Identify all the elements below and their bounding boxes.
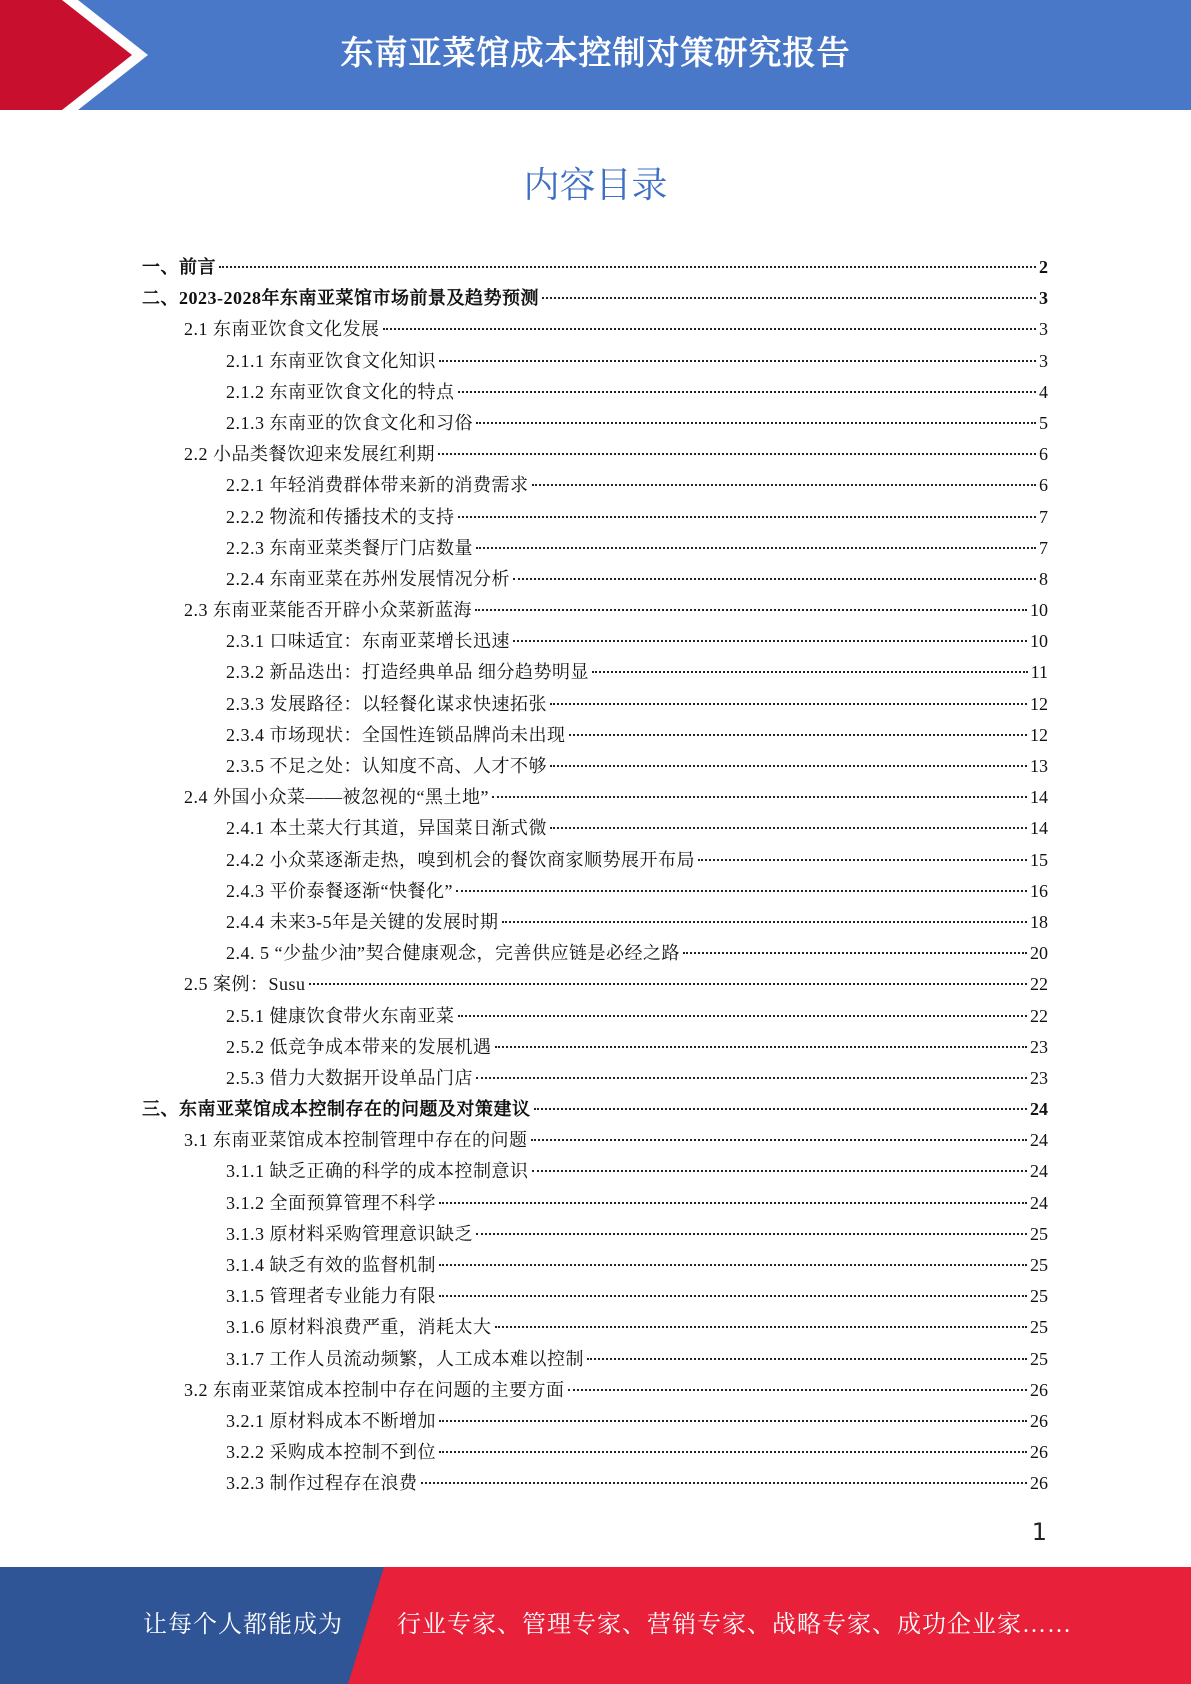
toc-entry[interactable] <box>142 1219 1048 1250</box>
toc-entry[interactable] <box>142 876 1048 907</box>
toc-entry-page: 26 <box>1030 1442 1048 1463</box>
toc-entry-title: 2.3.3 发展路径：以轻餐化谋求快速拓张 <box>226 693 547 714</box>
toc-entry-title: 2.1 东南亚饮食文化发展 <box>184 319 380 340</box>
toc-entry[interactable] <box>142 1468 1048 1499</box>
toc-dot-leader <box>421 1482 1028 1484</box>
page-number: 1 <box>1031 1518 1047 1546</box>
toc-dot-leader <box>532 1170 1028 1172</box>
toc-entry-page: 11 <box>1030 662 1048 683</box>
footer-slogan-right: 行业专家、管理专家、营销专家、战略专家、成功企业家…… <box>397 1612 1072 1638</box>
toc-entry-title: 3.2 东南亚菜馆成本控制中存在问题的主要方面 <box>184 1379 565 1400</box>
toc-entry-page: 18 <box>1030 911 1048 932</box>
toc-dot-leader <box>698 859 1027 861</box>
toc-entry[interactable] <box>142 1001 1048 1032</box>
toc-entry[interactable] <box>142 595 1048 626</box>
toc-entry-page: 25 <box>1030 1223 1048 1244</box>
toc-entry-title: 2.4.2 小众菜逐渐走热，嗅到机会的餐饮商家顺势展开布局 <box>226 849 695 870</box>
toc-entry[interactable] <box>142 938 1048 969</box>
toc-entry-page: 22 <box>1030 974 1048 995</box>
toc-entry-page: 24 <box>1030 1192 1048 1213</box>
table-of-contents <box>142 252 1048 1500</box>
toc-entry-title: 二、2023-2028年东南亚菜馆市场前景及趋势预测 <box>142 288 539 309</box>
toc-entry-title: 2.3.1 口味适宜：东南亚菜增长迅速 <box>226 631 510 652</box>
toc-entry-page: 3 <box>1039 319 1048 340</box>
toc-dot-leader <box>439 1420 1027 1422</box>
toc-entry[interactable] <box>142 377 1048 408</box>
toc-entry[interactable] <box>142 657 1048 688</box>
toc-entry[interactable] <box>142 1032 1048 1063</box>
toc-entry-page: 3 <box>1039 350 1048 371</box>
toc-entry-page: 25 <box>1030 1286 1048 1307</box>
toc-entry[interactable] <box>142 689 1048 720</box>
toc-dot-leader <box>476 422 1036 424</box>
toc-dot-leader <box>476 1077 1027 1079</box>
toc-dot-leader <box>438 453 1036 455</box>
toc-dot-leader <box>542 297 1036 299</box>
toc-dot-leader <box>568 1389 1028 1391</box>
toc-entry-page: 10 <box>1030 600 1048 621</box>
toc-entry-title: 一、前言 <box>142 257 216 277</box>
toc-entry-page: 3 <box>1039 288 1048 309</box>
toc-entry-title: 2.4 外国小众菜——被忽视的“黑土地” <box>184 787 489 808</box>
toc-dot-leader <box>309 983 1027 985</box>
toc-entry-page: 24 <box>1030 1161 1048 1182</box>
toc-entry-page: 23 <box>1030 1036 1048 1057</box>
toc-entry[interactable] <box>142 1344 1048 1375</box>
toc-entry-page: 26 <box>1030 1473 1048 1494</box>
toc-entry[interactable] <box>142 782 1048 813</box>
toc-entry[interactable] <box>142 1125 1048 1156</box>
toc-entry-title: 3.1 东南亚菜馆成本控制管理中存在的问题 <box>184 1130 528 1151</box>
toc-dot-leader <box>534 1108 1028 1110</box>
toc-entry[interactable] <box>142 1406 1048 1437</box>
toc-entry-title: 2.3.5 不足之处：认知度不高、人才不够 <box>226 756 547 776</box>
toc-entry[interactable] <box>142 314 1048 345</box>
toc-dot-leader <box>219 266 1036 268</box>
toc-entry-title: 2.5.3 借力大数据开设单品门店 <box>226 1067 473 1088</box>
toc-entry[interactable] <box>142 969 1048 1000</box>
toc-entry[interactable] <box>142 1375 1048 1406</box>
toc-entry-page: 13 <box>1030 756 1048 776</box>
toc-entry[interactable] <box>142 533 1048 564</box>
toc-entry-title: 2.4.4 未来3-5年是关键的发展时期 <box>226 911 499 932</box>
toc-entry[interactable] <box>142 252 1048 283</box>
toc-entry[interactable] <box>142 626 1048 657</box>
toc-entry-page: 12 <box>1030 693 1048 714</box>
toc-entry-page: 15 <box>1030 849 1048 870</box>
toc-entry-title: 2.5.2 低竞争成本带来的发展机遇 <box>226 1036 492 1057</box>
toc-entry[interactable] <box>142 1156 1048 1187</box>
toc-entry-title: 2.4.1 本土菜大行其道，异国菜日渐式微 <box>226 818 547 839</box>
toc-entry-title: 2.3 东南亚菜能否开辟小众菜新蓝海 <box>184 600 472 621</box>
footer-slogan-left: 让每个人都能成为 <box>143 1612 343 1638</box>
toc-dot-leader <box>550 765 1027 767</box>
toc-entry[interactable] <box>142 1094 1048 1125</box>
toc-entry-page: 7 <box>1039 537 1048 558</box>
toc-entry-title: 3.1.7 工作人员流动频繁，人工成本难以控制 <box>226 1348 584 1369</box>
toc-dot-leader <box>475 609 1027 611</box>
toc-entry-page: 6 <box>1039 475 1048 496</box>
toc-dot-leader <box>383 328 1037 330</box>
toc-entry[interactable] <box>142 1312 1048 1343</box>
toc-entry-title: 2.3.4 市场现状：全国性连锁品牌尚未出现 <box>226 724 566 745</box>
report-title: 东南亚菜馆成本控制对策研究报告 <box>340 33 851 72</box>
toc-entry-page: 26 <box>1030 1379 1048 1400</box>
toc-entry-page: 25 <box>1030 1255 1048 1275</box>
toc-entry-title: 3.1.4 缺乏有效的监督机制 <box>226 1255 436 1275</box>
toc-entry-title: 3.1.1 缺乏正确的科学的成本控制意识 <box>226 1161 529 1182</box>
toc-entry-page: 8 <box>1039 568 1048 589</box>
toc-entry-title: 3.1.3 原材料采购管理意识缺乏 <box>226 1223 473 1244</box>
toc-entry-title: 3.2.3 制作过程存在浪费 <box>226 1473 418 1494</box>
toc-dot-leader <box>683 952 1027 954</box>
toc-entry[interactable] <box>142 1250 1048 1281</box>
toc-entry-title: 2.5 案例：Susu <box>184 974 306 995</box>
toc-dot-leader <box>513 640 1027 642</box>
footer-banner <box>0 1567 1191 1684</box>
toc-entry-page: 25 <box>1030 1317 1048 1338</box>
toc-entry-title: 2.2 小品类餐饮迎来发展红利期 <box>184 444 435 465</box>
toc-entry[interactable] <box>142 408 1048 439</box>
toc-entry[interactable] <box>142 813 1048 844</box>
toc-entry-page: 22 <box>1030 1005 1048 1026</box>
toc-entry-page: 26 <box>1030 1410 1048 1431</box>
toc-dot-leader <box>439 1202 1027 1204</box>
toc-dot-leader <box>439 1451 1027 1453</box>
toc-dot-leader <box>439 1295 1027 1297</box>
toc-entry-page: 24 <box>1030 1130 1048 1151</box>
toc-dot-leader <box>439 360 1036 362</box>
toc-entry-page: 14 <box>1030 818 1048 839</box>
toc-entry[interactable] <box>142 470 1048 501</box>
toc-entry-page: 10 <box>1030 631 1048 652</box>
toc-entry[interactable] <box>142 439 1048 470</box>
toc-entry[interactable] <box>142 845 1048 876</box>
toc-dot-leader <box>587 1358 1027 1360</box>
toc-entry[interactable] <box>142 907 1048 938</box>
toc-dot-leader <box>495 1046 1028 1048</box>
toc-entry-page: 2 <box>1039 257 1048 277</box>
toc-entry-page: 14 <box>1030 787 1048 808</box>
toc-dot-leader <box>458 516 1037 518</box>
toc-dot-leader <box>531 1139 1028 1141</box>
toc-entry-page: 5 <box>1039 412 1048 433</box>
toc-entry[interactable] <box>142 283 1048 314</box>
toc-dot-leader <box>592 671 1028 673</box>
toc-dot-leader <box>458 1015 1028 1017</box>
toc-entry[interactable] <box>142 1437 1048 1468</box>
toc-entry-title: 2.2.4 东南亚菜在苏州发展情况分析 <box>226 568 510 589</box>
toc-entry-title: 2.2.1 年轻消费群体带来新的消费需求 <box>226 475 529 496</box>
toc-dot-leader <box>532 484 1037 486</box>
toc-entry-title: 2.1.1 东南亚饮食文化知识 <box>226 350 436 371</box>
toc-dot-leader <box>569 734 1028 736</box>
toc-entry-title: 2.4.3 平价泰餐逐渐“快餐化” <box>226 880 453 901</box>
toc-entry-page: 16 <box>1030 880 1048 901</box>
toc-entry-title: 2.2.2 物流和传播技术的支持 <box>226 506 455 527</box>
toc-entry[interactable] <box>142 346 1048 377</box>
toc-entry-title: 2.5.1 健康饮食带火东南亚菜 <box>226 1005 455 1026</box>
header-banner <box>0 0 1191 110</box>
toc-entry-page: 12 <box>1030 724 1048 745</box>
toc-dot-leader <box>456 890 1027 892</box>
toc-entry-page: 7 <box>1039 506 1048 527</box>
toc-dot-leader <box>502 921 1028 923</box>
toc-dot-leader <box>439 1264 1027 1266</box>
toc-entry-page: 4 <box>1039 381 1048 402</box>
toc-entry-page: 20 <box>1030 943 1048 964</box>
toc-entry-title: 2.3.2 新品迭出：打造经典单品 细分趋势明显 <box>226 662 589 683</box>
toc-entry[interactable] <box>142 1188 1048 1219</box>
toc-entry-page: 6 <box>1039 444 1048 465</box>
toc-entry-page: 25 <box>1030 1348 1048 1369</box>
toc-dot-leader <box>476 1233 1027 1235</box>
toc-entry[interactable] <box>142 564 1048 595</box>
toc-entry[interactable] <box>142 1063 1048 1094</box>
toc-entry[interactable] <box>142 502 1048 533</box>
toc-entry-title: 3.2.2 采购成本控制不到位 <box>226 1442 436 1463</box>
toc-dot-leader <box>513 578 1036 580</box>
toc-entry-page: 23 <box>1030 1067 1048 1088</box>
toc-entry-page: 24 <box>1030 1099 1048 1120</box>
toc-entry[interactable] <box>142 720 1048 751</box>
toc-entry[interactable] <box>142 751 1048 782</box>
toc-entry-title: 3.2.1 原材料成本不断增加 <box>226 1410 436 1431</box>
toc-entry[interactable] <box>142 1281 1048 1312</box>
toc-dot-leader <box>550 703 1027 705</box>
toc-heading: 内容目录 <box>523 165 668 206</box>
toc-entry-title: 2.2.3 东南亚菜类餐厅门店数量 <box>226 537 473 558</box>
toc-dot-leader <box>492 796 1027 798</box>
toc-entry-title: 2.1.3 东南亚的饮食文化和习俗 <box>226 412 473 433</box>
toc-entry-title: 3.1.2 全面预算管理不科学 <box>226 1192 436 1213</box>
toc-dot-leader <box>458 391 1037 393</box>
toc-entry-title: 3.1.5 管理者专业能力有限 <box>226 1286 436 1307</box>
toc-dot-leader <box>476 547 1036 549</box>
toc-dot-leader <box>550 827 1027 829</box>
toc-entry-title: 2.4. 5 “少盐少油”契合健康观念，完善供应链是必经之路 <box>226 943 680 964</box>
toc-entry-title: 三、东南亚菜馆成本控制存在的问题及对策建议 <box>142 1099 531 1120</box>
toc-entry-title: 3.1.6 原材料浪费严重，消耗太大 <box>226 1317 492 1338</box>
toc-dot-leader <box>495 1326 1028 1328</box>
toc-entry-title: 2.1.2 东南亚饮食文化的特点 <box>226 381 455 402</box>
